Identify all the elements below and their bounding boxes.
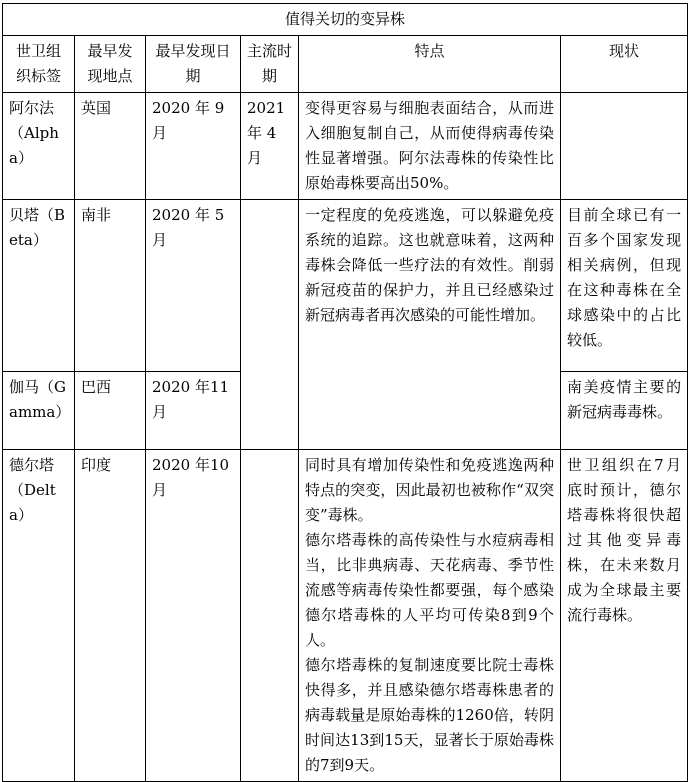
cell-features [299,450,561,782]
cell-period [241,450,299,782]
cell-location: 巴西 [75,372,146,450]
features-paragraph: 同时具有增加传染性和免疫逃逸两种特点的突变，因此最初也被称作“双突变”毒株。 [305,456,554,524]
cell-date: 2020 年11月 [146,372,241,450]
cell-date: 2020 年 5 月 [146,200,241,372]
cell-label: 阿尔法（Alpha） [3,93,75,200]
cell-features: 变得更容易与细胞表面结合，从而进入细胞复制自己，从而使得病毒传染性显著增强。阿尔法毒株的传染性比原始毒株要高出50%。 [299,93,561,200]
cell-label: 贝塔（Beta） [3,200,75,372]
cell-status: 南美疫情主要的新冠病毒毒株。 [561,372,688,450]
cell-location: 印度 [75,450,146,782]
cell-location: 南非 [75,200,146,372]
table-title: 值得关切的变异株 [3,4,688,36]
header-row [3,36,688,93]
table-row-delta [3,450,688,782]
table-row-alpha [3,93,688,200]
cell-status: 目前全球已有一百多个国家发现相关病例，但现在这种毒株在全球感染中的占比较低。 [561,200,688,372]
cell-period [241,200,299,450]
variants-table [2,3,688,782]
cell-status [561,93,688,200]
features-paragraph: 德尔塔毒株的复制速度要比院士毒株快得多，并且感染德尔塔毒株患者的病毒载量是原始毒株的1260倍，转阴时间达13到15天，显著长于原始毒株的7到9天。 [305,656,554,774]
cell-period: 2021 年 4 月 [241,93,299,200]
header-period: 主流时期 [241,36,299,93]
cell-features: 一定程度的免疫逃逸，可以躲避免疫系统的追踪。这也就意味着，这两种毒株会降低一些疗法的有效性。削弱新冠疫苗的保护力，并且已经感染过新冠病毒者再次感染的可能性增加。 [299,200,561,450]
cell-status: 世卫组织在7月底时预计，德尔塔毒株将很快超过其他变异毒株，在未来数月成为全球最主要流行毒株。 [561,450,688,782]
header-label: 世卫组织标签 [3,36,75,93]
cell-date: 2020 年10月 [146,450,241,782]
header-date: 最早发现日期 [146,36,241,93]
cell-label: 伽马（Gamma） [3,372,75,450]
header-location: 最早发现地点 [75,36,146,93]
cell-label: 德尔塔（Delta） [3,450,75,782]
cell-location: 英国 [75,93,146,200]
header-status: 现状 [561,36,688,93]
table-row-beta [3,200,688,372]
cell-date: 2020 年 9 月 [146,93,241,200]
header-features: 特点 [299,36,561,93]
title-row [3,4,688,36]
features-paragraph: 德尔塔毒株的高传染性与水痘病毒相当，比非典病毒、天花病毒、季节性流感等病毒传染性都要强，每个感染德尔塔毒株的人平均可传染8到9个人。 [305,531,554,649]
